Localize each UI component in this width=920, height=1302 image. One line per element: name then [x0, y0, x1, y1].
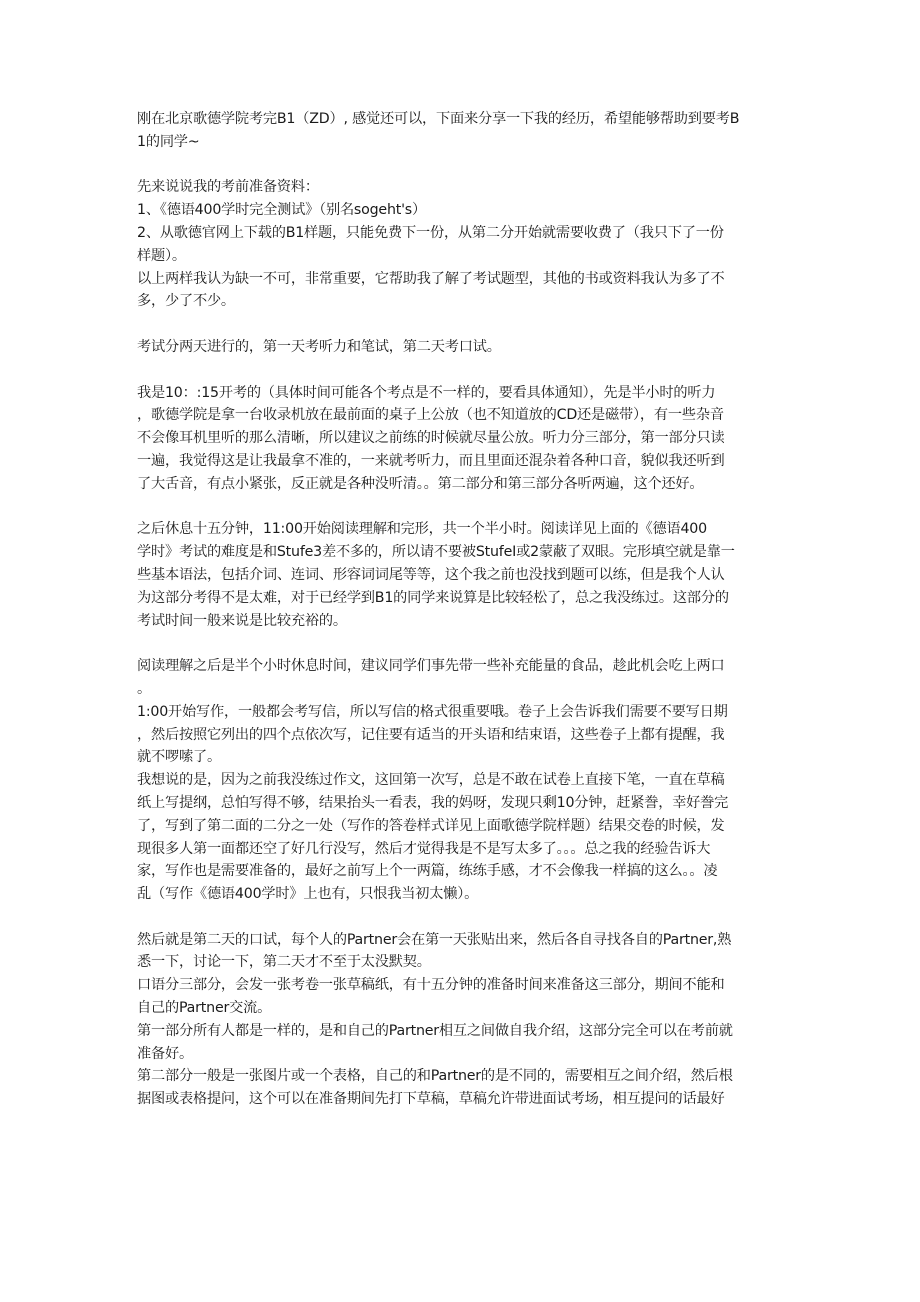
paragraph-gap — [137, 359, 789, 382]
text-line: 第二部分一般是一张图片或一个表格，自己的和Partner的是不同的，需要相互之间介绍，然后根 — [137, 1068, 733, 1085]
paragraph-gap — [137, 313, 789, 336]
text-line: 样题）。 — [137, 247, 186, 264]
text-line: 现很多人第一面都还空了好几行没写，然后才觉得我是不是写太多了。。。总之我的经验告诉大 — [137, 840, 711, 857]
text-line: 纸上写提纲，总怕写得不够，结果抬头一看表，我的妈呀，发现只剩10分钟，赶紧誊，幸好誊完 — [137, 794, 729, 811]
text-line: 不会像耳机里听的那么清晰，所以建议之前练的时候就尽量公放。听力分三部分，第一部分只读 — [137, 430, 725, 447]
text-line: 考试时间一般来说是比较充裕的。 — [137, 612, 347, 629]
text-line: 一遍，我觉得这是让我最拿不准的，一来就考听力，而且里面还混杂着各种口音，貌似我还听到 — [137, 452, 725, 469]
paragraph-gap — [137, 154, 789, 177]
paragraph — [137, 929, 789, 1111]
text-line: 考试分两天进行的，第一天考听力和笔试，第二天考口试。 — [137, 338, 501, 355]
text-line: 1:00开始写作，一般都会考写信，所以写信的格式很重要哦。卷子上会告诉我们需要不要写日期 — [137, 703, 728, 720]
text-line: 家，写作也是需要准备的，最好之前写上个一两篇，练练手感，才不会像我一样搞的这么。。凌 — [137, 863, 718, 880]
text-line: 多，少了不少。 — [137, 293, 235, 310]
paragraph — [137, 108, 789, 154]
text-line: 了，写到了第二面的二分之一处（写作的答卷样式详见上面歌德学院样题）结果交卷的时候，发 — [137, 817, 725, 834]
text-line: 2、从歌德官网上下载的B1样题，只能免费下一份，从第二分开始就需要收费了（我只下了一份 — [137, 224, 724, 241]
text-line: 自己的Partner交流。 — [137, 1000, 272, 1017]
text-line: 我是10：:15开考的（具体时间可能各个考点是不一样的，要看具体通知），先是半小时的听力 — [137, 384, 716, 401]
paragraph — [137, 176, 789, 313]
text-line: 然后就是第二天的口试，每个人的Partner会在第一天张贴出来，然后各自寻找各自的Partner,熟 — [137, 931, 732, 948]
paragraph — [137, 336, 789, 359]
paragraph-gap — [137, 632, 789, 655]
text-line: 乱（写作《德语400学时》上也有，只恨我当初太懒）。 — [137, 886, 479, 903]
paragraph — [137, 518, 789, 632]
text-line: 阅读理解之后是半个小时休息时间，建议同学们事先带一些补充能量的食品，趁此机会吃上两口 — [137, 658, 725, 675]
text-line: ，歌德学院是拿一台收录机放在最前面的桌子上公放（也不知道放的CD还是磁带），有一些杂音 — [137, 407, 724, 424]
text-line: ，然后按照它列出的四个点依次写，记住要有适当的开头语和结束语，这些卷子上都有提醒，我 — [137, 726, 725, 743]
paragraph-gap — [137, 496, 789, 519]
text-line: 就不啰嗦了。 — [137, 749, 221, 766]
text-line: 悉一下，讨论一下，第二天才不至于太没默契。 — [137, 954, 431, 971]
paragraph — [137, 382, 789, 496]
text-line: 以上两样我认为缺一不可，非常重要，它帮助我了解了考试题型，其他的书或资料我认为多了不 — [137, 270, 725, 287]
text-line: 学时》考试的难度是和Stufe3差不多的，所以请不要被StufeI或2蒙蔽了双眼。完形填空就是靠一 — [137, 544, 735, 561]
text-line: 些基本语法，包括介词、连词、形容词词尾等等，这个我之前也没找到题可以练，但是我个人认 — [137, 566, 725, 583]
paragraph — [137, 655, 789, 906]
text-line: 口语分三部分，会发一张考卷一张草稿纸，有十五分钟的准备时间来准备这三部分，期间不能和 — [137, 977, 725, 994]
text-line: 1、《德语400学时完全测试》（别名sogeht's） — [137, 202, 426, 219]
text-line: 准备好。 — [137, 1045, 193, 1062]
paragraph-gap — [137, 906, 789, 929]
text-line: 为这部分考得不是太难，对于已经学到B1的同学来说算是比较轻松了，总之我没练过。这部分的 — [137, 589, 729, 606]
text-line: 1的同学~ — [137, 133, 200, 150]
text-line: 我想说的是，因为之前我没练过作文，这回第一次写，总是不敢在试卷上直接下笔，一直在草稿 — [137, 772, 725, 789]
text-line: 先来说说我的考前准备资料： — [137, 179, 319, 196]
text-line: 之后休息十五分钟，11:00开始阅读理解和完形，共一个半小时。阅读详见上面的《德语400 — [137, 521, 707, 538]
text-line: 。 — [137, 680, 151, 697]
text-line: 第一部分所有人都是一样的，是和自己的Partner相互之间做自我介绍，这部分完全可以在考前就 — [137, 1022, 733, 1039]
document-body — [137, 108, 789, 1111]
text-line: 刚在北京歌德学院考完B1（ZD）, 感觉还可以，下面来分享一下我的经历，希望能够帮助到要考B — [137, 111, 740, 127]
text-line: 据图或表格提问，这个可以在准备期间先打下草稿，草稿允许带进面试考场，相互提问的话最好 — [137, 1091, 725, 1108]
text-line: 了大舌音，有点小紧张，反正就是各种没听清。。第二部分和第三部分各听两遍，这个还好。 — [137, 475, 704, 492]
